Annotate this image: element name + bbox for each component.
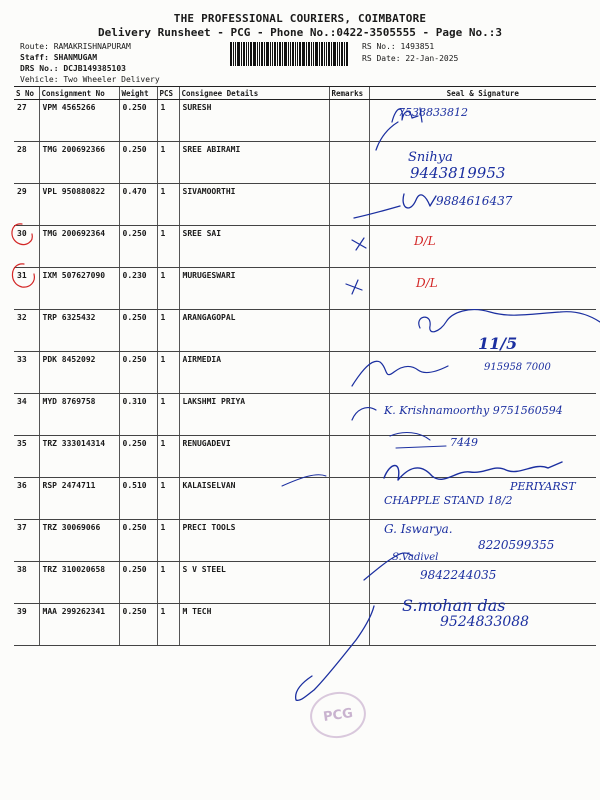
row-consignee: SREE ABIRAMI [179,142,329,184]
row-consignee: SREE SAI [179,226,329,268]
pcg-stamp [307,688,369,741]
handwriting-r39b: 9524833088 [440,614,530,630]
row-pcs: 1 [157,100,179,142]
row-consignee: ARANGAGOPAL [179,310,329,352]
row-consignee: AIRMEDIA [179,352,329,394]
barcode-bar [288,42,289,66]
row-consignment: MYD 8769758 [39,394,119,436]
barcode-bar [230,42,232,66]
barcode-bar [292,42,294,66]
row-remarks [329,226,369,268]
row-consignee: SIVAMOORTHI [179,184,329,226]
table-row [14,100,596,142]
row-sno: 35 [14,436,39,478]
table-row [14,142,596,184]
row-consignee: MURUGESWARI [179,268,329,310]
barcode-bar [259,42,260,66]
row-remarks [329,142,369,184]
row-weight: 0.310 [119,394,157,436]
handwriting-r37b: 8220599355 [478,538,555,552]
drs-number: DRS No.: DCJB149385103 [20,64,126,73]
barcode-bar [235,42,236,66]
row-sno: 36 [14,478,39,520]
row-weight: 0.250 [119,436,157,478]
row-weight: 0.250 [119,562,157,604]
row-weight: 0.470 [119,184,157,226]
barcode-bar [248,42,249,66]
handwriting-r38a: S.Vadivel [392,552,439,563]
row-sno: 32 [14,310,39,352]
handwriting-r36b: CHAPPLE STAND 18/2 [384,494,513,507]
barcode-bar [264,42,265,66]
row-consignment: VPM 4565266 [39,100,119,142]
barcode-bar [321,42,323,66]
barcode-bar [277,42,278,66]
row-pcs: 1 [157,310,179,352]
barcode-bar [339,42,340,66]
row-remarks [329,352,369,394]
row-sno: 33 [14,352,39,394]
barcode-bar [337,42,338,66]
row-pcs: 1 [157,562,179,604]
barcode-bar [246,42,247,66]
row-weight: 0.250 [119,310,157,352]
handwriting-r29: 9884616437 [436,194,513,208]
col-pcs-header: PCS [157,87,179,100]
row-sno: 37 [14,520,39,562]
row-pcs: 1 [157,436,179,478]
row-pcs: 1 [157,142,179,184]
row-consignment: TRZ 30069066 [39,520,119,562]
handwriting-r32: 11/5 [478,334,518,353]
handwriting-r37a: G. Iswarya. [384,522,453,536]
col-weight-header: Weight [119,87,157,100]
barcode-bar [328,42,330,66]
row-consignment: TMG 200692366 [39,142,119,184]
barcode-bar [346,42,348,66]
row-pcs: 1 [157,352,179,394]
row-consignee: KALAISELVAN [179,478,329,520]
row-remarks [329,478,369,520]
row-pcs: 1 [157,394,179,436]
row-remarks [329,436,369,478]
row-consignee: M TECH [179,604,329,646]
row-consignment: VPL 950880822 [39,184,119,226]
barcode-bar [241,42,242,66]
col-consignment-header: Consignment No [39,87,119,100]
barcode-bar [290,42,291,66]
rs-date: RS Date: 22-Jan-2025 [362,54,459,63]
barcode-bar [295,42,296,66]
barcode-bar [308,42,310,66]
row-weight: 0.230 [119,268,157,310]
row-pcs: 1 [157,226,179,268]
row-remarks [329,604,369,646]
row-signature-cell [369,352,596,394]
row-consignee: SURESH [179,100,329,142]
row-consignment: MAA 299262341 [39,604,119,646]
barcode-bar [313,42,314,66]
row-signature-cell [369,268,596,310]
barcode-bar [274,42,276,66]
barcode-bar [257,42,258,66]
barcode-bar [279,42,281,66]
row-pcs: 1 [157,478,179,520]
row-remarks [329,562,369,604]
handwriting-r30: D/L [414,234,436,248]
barcode-bar [270,42,271,66]
company-title: THE PROFESSIONAL COURIERS, COIMBATORE [173,12,427,25]
runsheet-subtitle: Delivery Runsheet - PCG - Phone No.:0422-3505555 - Page No.:3 [98,26,502,39]
barcode-bar [344,42,345,66]
row-consignment: TRZ 333014314 [39,436,119,478]
route-label: Route: RAMAKRISHNAPURAM [20,42,131,51]
row-sno: 31 [14,268,39,310]
table-row [14,436,596,478]
table-row [14,562,596,604]
handwriting-r27: 7538833812 [398,106,468,119]
rs-number: RS No.: 1493851 [362,42,435,51]
vehicle-label: Vehicle: Two Wheeler Delivery [20,75,160,84]
table-header-row [14,87,596,100]
barcode-bar [253,42,256,66]
row-consignment: TRZ 310020658 [39,562,119,604]
col-consignee-header: Consignee Details [179,87,329,100]
row-consignee: LAKSHMI PRIYA [179,394,329,436]
row-sno: 27 [14,100,39,142]
handwriting-r33: 915958 7000 [484,362,551,373]
barcode-bar [299,42,301,66]
row-sno: 30 [14,226,39,268]
barcode-bar [302,42,305,66]
barcode-bar [315,42,318,66]
barcode-bar [333,42,336,66]
row-consignee: PRECI TOOLS [179,520,329,562]
row-consignee: RENUGADEVI [179,436,329,478]
row-pcs: 1 [157,604,179,646]
row-pcs: 1 [157,268,179,310]
barcode-bar [319,42,320,66]
handwriting-r38b: 9842244035 [420,568,497,582]
row-pcs: 1 [157,184,179,226]
handwriting-r36a: PERIYARST [510,480,576,493]
barcode-bar [282,42,283,66]
row-remarks [329,100,369,142]
barcode-bar [233,42,234,66]
table-row [14,226,596,268]
row-remarks [329,394,369,436]
barcode-bar [250,42,252,66]
barcode-bar [297,42,298,66]
barcode-bar [324,42,325,66]
staff-label: Staff: SHANMUGAM [20,53,98,62]
row-weight: 0.250 [119,520,157,562]
row-weight: 0.250 [119,142,157,184]
barcode-bar [306,42,307,66]
handwriting-r35: 7449 [450,436,478,449]
row-consignment: TMG 200692364 [39,226,119,268]
row-remarks [329,520,369,562]
row-consignment: RSP 2474711 [39,478,119,520]
barcode-bar [261,42,263,66]
row-weight: 0.510 [119,478,157,520]
row-weight: 0.250 [119,100,157,142]
row-sno: 34 [14,394,39,436]
barcode-bar [272,42,273,66]
col-remarks-header: Remarks [329,87,369,100]
barcode-bar [266,42,269,66]
row-sno: 39 [14,604,39,646]
col-signature-header: Seal & Signature [369,87,596,100]
row-consignee: S V STEEL [179,562,329,604]
barcode-bar [326,42,327,66]
row-sno: 28 [14,142,39,184]
barcode-bar [331,42,332,66]
row-consignment: IXM 507627090 [39,268,119,310]
col-sno-header: S No [14,87,39,100]
barcode-bar [341,42,343,66]
table-row [14,268,596,310]
barcode-bar [237,42,240,66]
row-sno: 38 [14,562,39,604]
row-weight: 0.250 [119,226,157,268]
handwriting-r28a: Snihya [408,150,453,165]
barcode-bar [311,42,312,66]
row-weight: 0.250 [119,352,157,394]
barcode [230,42,352,66]
row-remarks [329,184,369,226]
handwriting-r31: D/L [416,276,438,290]
stamp-text: PCG [322,705,354,725]
row-consignment: TRP 6325432 [39,310,119,352]
row-pcs: 1 [157,520,179,562]
barcode-bar [284,42,287,66]
row-sno: 29 [14,184,39,226]
row-weight: 0.250 [119,604,157,646]
row-consignment: PDK 8452092 [39,352,119,394]
row-remarks [329,310,369,352]
row-signature-cell [369,436,596,478]
handwriting-r34: K. Krishnamoorthy 9751560594 [384,404,563,417]
row-remarks [329,268,369,310]
handwriting-r28b: 9443819953 [410,164,506,182]
handwriting-r39a: S.mohan das [402,596,506,615]
barcode-bar [243,42,245,66]
row-signature-cell [369,226,596,268]
